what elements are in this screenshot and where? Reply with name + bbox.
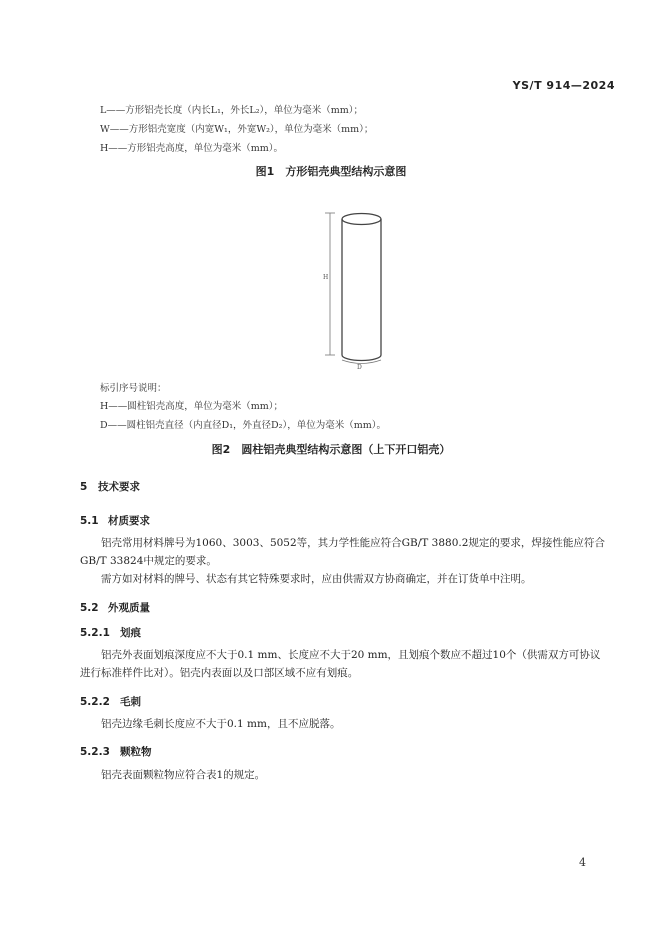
section-5-2-3-heading <box>80 744 152 759</box>
section-5-2-1-heading <box>80 625 141 640</box>
section-number: 5.2.1 <box>80 627 110 639</box>
section-number: 5 <box>80 481 88 493</box>
section-number: 5.1 <box>80 515 99 527</box>
section-5-2-2-heading <box>80 694 141 709</box>
section-title: 技术要求 <box>98 481 140 493</box>
standard-code: YS/T 914—2024 <box>512 79 615 92</box>
section-title: 划痕 <box>120 627 141 639</box>
fig1-def-width: W——方形铝壳宽度（内宽W₁，外宽W₂），单位为毫米（mm）； <box>100 124 374 135</box>
fig2-def-height: H——圆柱铝壳高度，单位为毫米（mm）； <box>100 401 284 412</box>
section-5-2-heading <box>80 600 150 615</box>
fig1-def-length: L——方形铝壳长度（内长L₁，外长L₂），单位为毫米（mm）； <box>100 105 364 116</box>
fig2-def-diameter: D——圆柱铝壳直径（内直径D₁，外直径D₂），单位为毫米（mm）。 <box>100 420 386 431</box>
page-number: 4 <box>579 856 586 869</box>
fig2-legend-heading: 标引序号说明： <box>100 383 167 394</box>
section-5-2-3-paragraph: 铝壳表面颗粒物应符合表1的规定。 <box>101 769 266 781</box>
section-5-2-2-paragraph: 铝壳边缘毛刺长度应不大于0.1 mm，且不应脱落。 <box>101 718 341 730</box>
fig1-def-height: H——方形铝壳高度，单位为毫米（mm）。 <box>100 143 284 154</box>
section-5-1-paragraph-2: 需方如对材料的牌号、状态有其它特殊要求时，应由供需双方协商确定，并在订货单中注明。 <box>101 573 532 585</box>
section-number: 5.2.2 <box>80 696 110 708</box>
figure-2-title: 图2 圆柱铝壳典型结构示意图（上下开口铝壳） <box>211 443 451 456</box>
figure-1-title: 图1 方形铝壳典型结构示意图 <box>255 165 407 178</box>
section-5-1-heading <box>80 513 150 528</box>
label-d: D <box>357 364 362 371</box>
section-title: 外观质量 <box>108 602 150 614</box>
section-number: 5.2.3 <box>80 746 110 758</box>
section-title: 毛刺 <box>120 696 141 708</box>
section-title: 材质要求 <box>108 515 150 527</box>
section-title: 颗粒物 <box>120 746 152 758</box>
label-h: H <box>323 274 329 281</box>
cylinder-diagram <box>315 205 395 377</box>
section-number: 5.2 <box>80 602 99 614</box>
section-5-2-1-paragraph: 铝壳外表面划痕深度应不大于0.1 mm、长度应不大于20 mm，且划痕个数应不超过10个（供需双方可协议进行标准样件比对）。铝壳内表面以及口部区域不应有划痕。 <box>80 649 601 679</box>
section-5-1-paragraph-1: 铝壳常用材料牌号为1060、3003、5052等，其力学性能应符合GB/T 3880.2规定的要求，焊接性能应符合GB/T 33824中规定的要求。 <box>80 537 605 567</box>
section-5-heading <box>80 479 140 494</box>
